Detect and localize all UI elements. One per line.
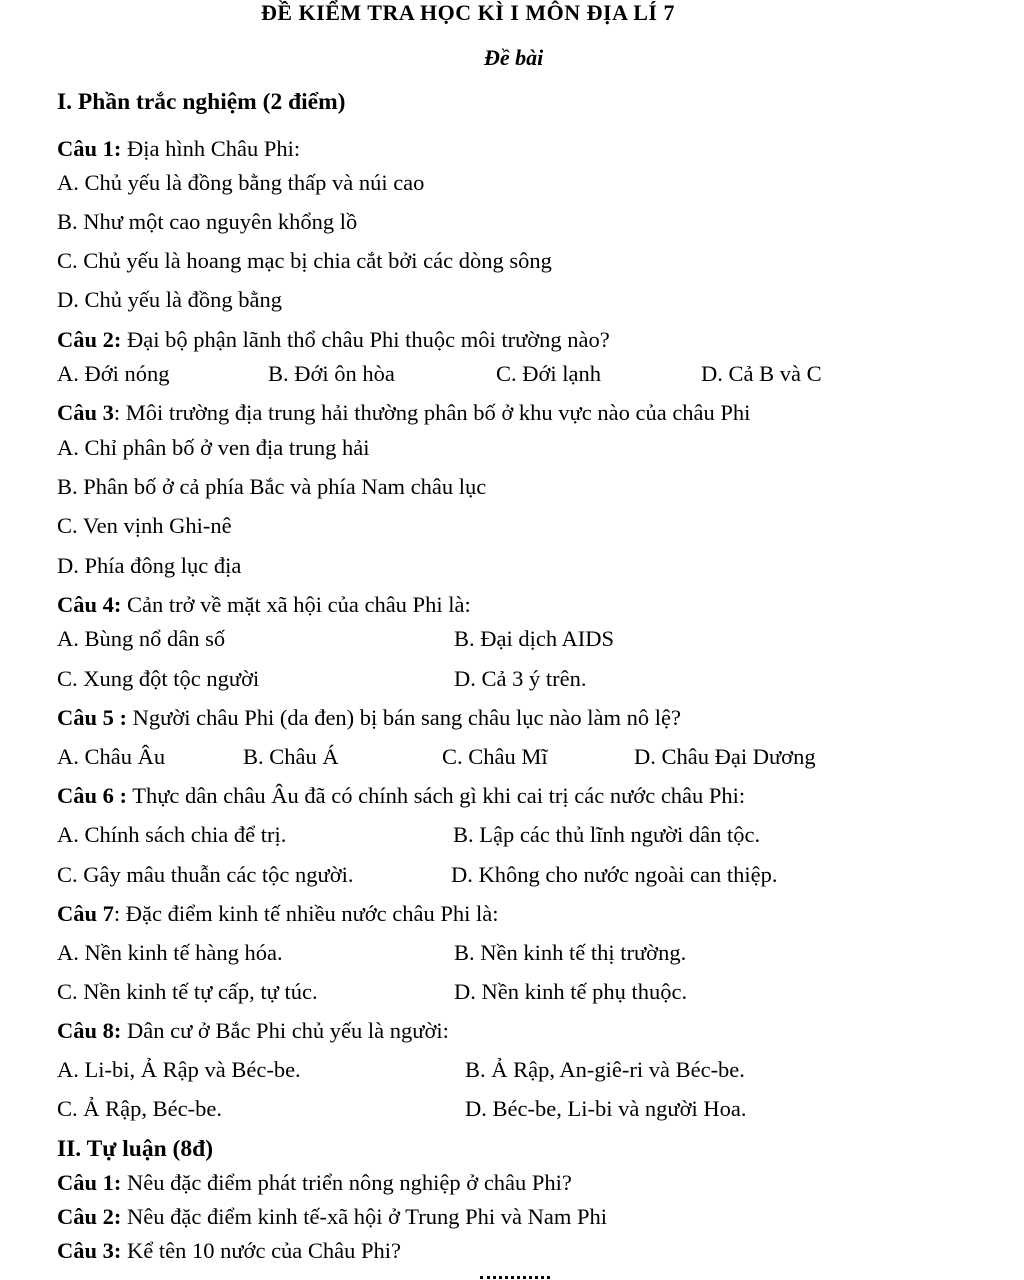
question-2-option-b: B. Đới ôn hòa — [268, 361, 395, 386]
question-4-option-a: A. Bùng nổ dân số — [57, 626, 226, 651]
question-5 — [57, 707, 681, 730]
question-7-option-d: D. Nền kinh tế phụ thuộc. — [454, 979, 688, 1004]
question-8-option-b: B. Ả Rập, An-giê-ri và Béc-be. — [465, 1057, 745, 1082]
question-8-option-c: C. Ả Rập, Béc-be. — [57, 1096, 222, 1121]
question-text: : Môi trường địa trung hải thường phân bố ở khu vực nào của châu Phi — [113, 400, 751, 425]
question-2-option-a: A. Đới nóng — [57, 361, 170, 386]
question-text: Nêu đặc điểm phát triển nông nghiệp ở châu Phi? — [121, 1170, 572, 1195]
cropped-text-fragment — [480, 1272, 550, 1280]
question-text: Dân cư ở Bắc Phi chủ yếu là người: — [121, 1018, 449, 1043]
question-5-option-c: C. Châu Mĩ — [442, 744, 548, 769]
question-5-option-b: B. Châu Á — [243, 744, 339, 769]
question-3 — [57, 402, 750, 425]
question-label: Câu 1: — [57, 1170, 122, 1195]
question-7 — [57, 903, 499, 926]
question-1-option-c: C. Chủ yếu là hoang mạc bị chia cắt bởi các dòng sông — [57, 248, 552, 273]
question-6-option-c: C. Gây mâu thuẫn các tộc người. — [57, 862, 354, 887]
question-8-option-d: D. Béc-be, Li-bi và người Hoa. — [465, 1096, 747, 1121]
question-4-option-d: D. Cả 3 ý trên. — [454, 666, 587, 691]
question-text: Người châu Phi (da đen) bị bán sang châu lục nào làm nô lệ? — [127, 705, 681, 730]
page-title: ĐỀ KIỂM TRA HỌC KÌ I MÔN ĐỊA LÍ 7 — [261, 0, 675, 25]
section-heading-essay: II. Tự luận (8đ) — [57, 1136, 214, 1162]
question-8 — [57, 1020, 449, 1043]
question-2-option-d: D. Cả B và C — [701, 361, 822, 386]
question-label: Câu 2: — [57, 1204, 122, 1229]
question-label: Câu 2: — [57, 327, 122, 352]
question-label: Câu 8: — [57, 1018, 122, 1043]
question-text: Kể tên 10 nước của Châu Phi? — [121, 1238, 402, 1263]
question-7-option-c: C. Nền kinh tế tự cấp, tự túc. — [57, 979, 318, 1004]
question-4 — [57, 594, 471, 617]
question-text: Nêu đặc điểm kinh tế-xã hội ở Trung Phi và Nam Phi — [121, 1204, 607, 1229]
question-text: Cản trở về mặt xã hội của châu Phi là: — [121, 592, 471, 617]
question-4-option-b: B. Đại dịch AIDS — [454, 626, 614, 651]
question-8-option-a: A. Li-bi, Ả Rập và Béc-be. — [57, 1057, 301, 1082]
question-2-option-c: C. Đới lạnh — [496, 361, 602, 386]
question-7-option-a: A. Nền kinh tế hàng hóa. — [57, 940, 283, 965]
question-label: Câu 3 — [57, 400, 114, 425]
question-7-option-b: B. Nền kinh tế thị trường. — [454, 940, 687, 965]
question-1-option-b: B. Như một cao nguyên khổng lồ — [57, 209, 358, 234]
question-3-option-d: D. Phía đông lục địa — [57, 553, 242, 578]
question-5-option-d: D. Châu Đại Dương — [634, 744, 816, 769]
question-3-option-a: A. Chỉ phân bố ở ven địa trung hải — [57, 435, 370, 460]
essay-question-1 — [57, 1172, 572, 1195]
essay-question-2 — [57, 1206, 607, 1229]
question-6-option-b: B. Lập các thủ lĩnh người dân tộc. — [453, 822, 761, 847]
question-3-option-c: C. Ven vịnh Ghi-nê — [57, 513, 232, 538]
section-heading-multiple-choice: I. Phần trắc nghiệm (2 điểm) — [57, 89, 346, 115]
question-text: : Đặc điểm kinh tế nhiều nước châu Phi là: — [113, 901, 499, 926]
question-label: Câu 7 — [57, 901, 114, 926]
question-label: Câu 6 : — [57, 783, 128, 808]
question-text: Thực dân châu Âu đã có chính sách gì khi cai trị các nước châu Phi: — [127, 783, 746, 808]
question-2 — [57, 329, 610, 352]
question-5-option-a: A. Châu Âu — [57, 744, 166, 769]
question-3-option-b: B. Phân bố ở cả phía Bắc và phía Nam châu lục — [57, 474, 487, 499]
question-4-option-c: C. Xung đột tộc người — [57, 666, 260, 691]
question-1-option-d: D. Chủ yếu là đồng bằng — [57, 287, 282, 312]
question-text: Đại bộ phận lãnh thổ châu Phi thuộc môi trường nào? — [121, 327, 610, 352]
question-6-option-d: D. Không cho nước ngoài can thiệp. — [451, 862, 778, 887]
question-label: Câu 4: — [57, 592, 122, 617]
question-label: Câu 1: — [57, 136, 122, 161]
question-label: Câu 5 : — [57, 705, 128, 730]
question-text: Địa hình Châu Phi: — [121, 136, 301, 161]
essay-question-3 — [57, 1240, 401, 1263]
question-6 — [57, 785, 745, 808]
question-1-option-a: A. Chủ yếu là đồng bằng thấp và núi cao — [57, 170, 425, 195]
question-1 — [57, 138, 300, 161]
question-6-option-a: A. Chính sách chia để trị. — [57, 822, 287, 847]
page-subtitle: Đề bài — [484, 45, 544, 70]
question-label: Câu 3: — [57, 1238, 122, 1263]
